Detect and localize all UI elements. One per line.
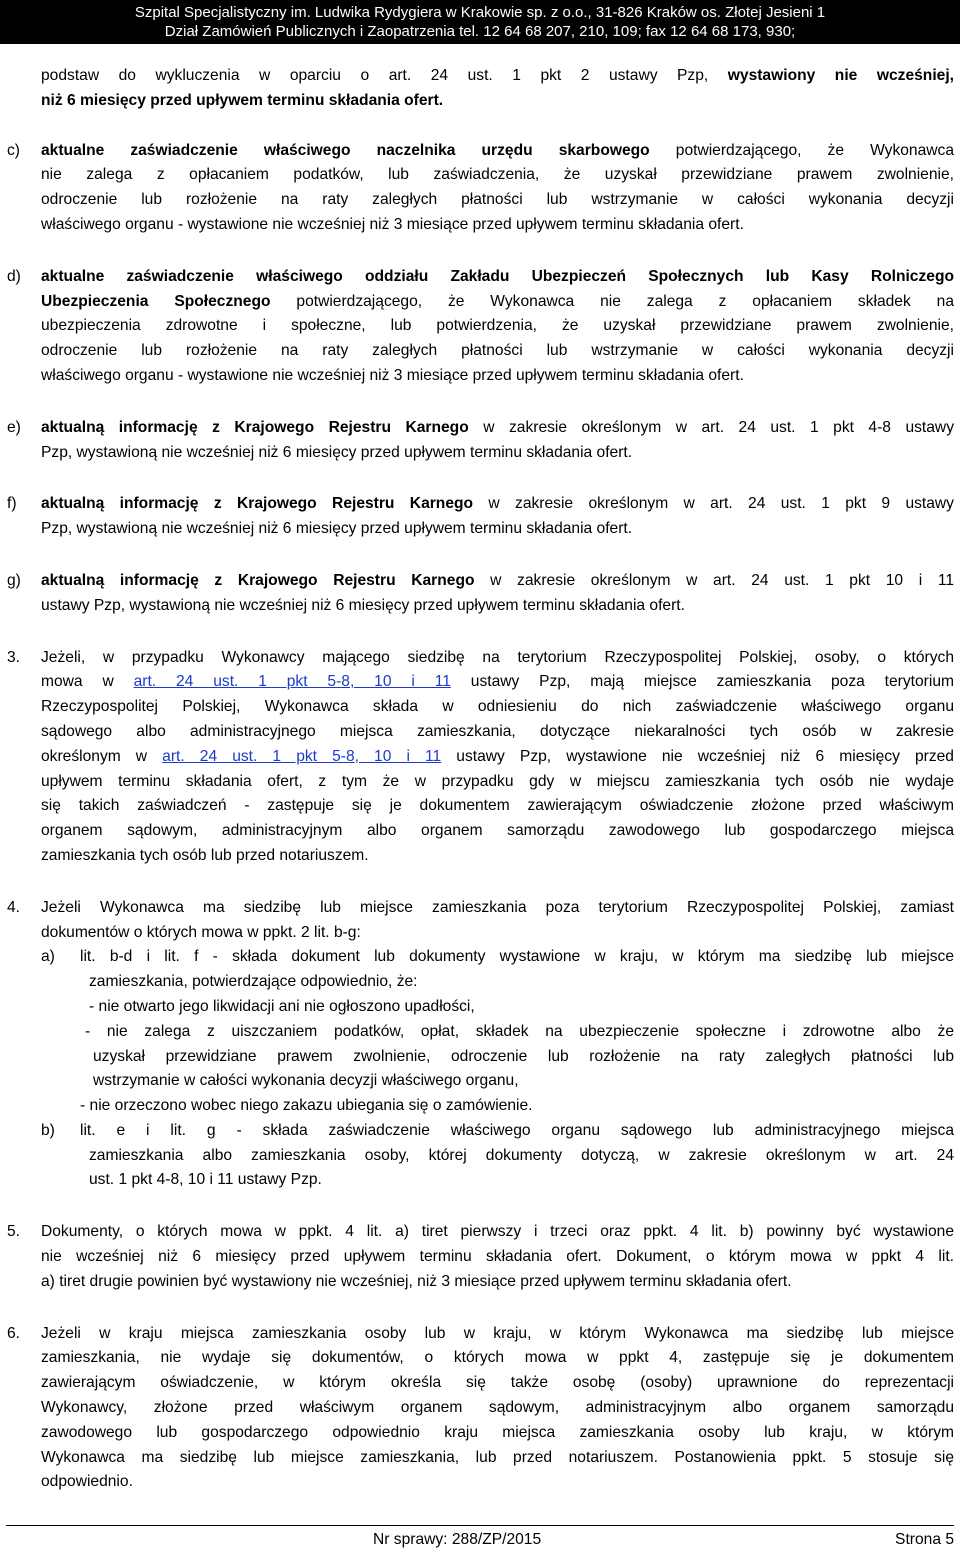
paragraph-line [41,265,954,290]
paragraph-line: zawodowego lub gospodarczego odpowiednio kraju miejsca zamieszkania osoby lub kraju, w którym [41,1423,954,1441]
paragraph-line: Wykonawca ma siedzibę lub miejsce zamieszkania, lub przed notariuszem. Postanowienia ppkt. 5 stosuje się [41,1448,954,1466]
bold-text: niż 6 miesięcy przed upływem terminu składania ofert. [41,91,444,109]
item-e [0,416,960,441]
paragraph-line [41,492,954,517]
list-marker: g) [7,571,21,589]
list-marker: f) [7,495,17,513]
text: określonym w [41,747,148,765]
bold-text: aktualną informację z Krajowego Rejestru Karnego [41,495,474,513]
item-f [0,492,960,517]
item-c [0,139,960,164]
paragraph-line: Rzeczypospolitej Polskiej, Wykonawca składa w odniesieniu do nich zaświadczenie właściwego organu [41,698,954,716]
text: podstaw do wykluczenia w oparciu o art. 24 ust. 1 pkt 2 ustawy Pzp, [41,67,709,84]
section-number: 4. [7,898,21,916]
list-marker: b) [41,1121,55,1139]
paragraph-line [41,416,954,441]
item-d [0,265,960,290]
subitem-b [0,1119,960,1144]
paragraph-line: ubezpieczenia zdrowotne i społeczne, lub potwierdzenia, że uzyskał przewidziane prawem zwolnienie, [41,317,954,335]
paragraph-line: zamieszkania albo zamieszkania osoby, której dokumenty dotyczą, w zakresie określonym w art. 24 [89,1146,954,1164]
paragraph-line: a) tiret drugie powinien być wystawiony nie wcześniej, niż 3 miesiące przed upływem terminu składania ofert. [41,1272,792,1290]
paragraph-line [41,64,954,89]
paragraph-line: właściwego organu - wystawione nie wcześniej niż 3 miesiące przed upływem terminu składania ofert. [41,215,744,233]
paragraph-line: Pzp, wystawioną nie wcześniej niż 6 miesięcy przed upływem terminu składania ofert. [41,443,633,461]
legal-reference-link[interactable]: art. 24 ust. 1 pkt 5-8, 10 i 11 [162,747,442,765]
paragraph-line [41,745,954,770]
paragraph-line: zamieszkania, potwierdzające odpowiednio, że: [89,973,418,991]
list-marker: e) [7,418,21,436]
paragraph-line: dokumentów o których mowa w ppkt. 2 lit. b-g: [41,923,361,941]
page-number: Strona 5 [895,1531,954,1548]
bold-text: aktualną informację z Krajowego Rejestru Karnego [41,418,469,436]
footer-divider [6,1525,954,1526]
paragraph-line: uzyskał przewidziane prawem zwolnienie, odroczenie lub rozłożenie na raty zaległych płatności lub [93,1047,954,1065]
paragraph-line [41,290,954,315]
paragraph-line: zawierającym oświadczenie, w którym określa się także osobę (osoby) uprawnione do reprezentacji [41,1374,954,1392]
paragraph-line: wstrzymanie w całości wykonania decyzji właściwego organu, [93,1072,519,1090]
paragraph-line [41,89,954,114]
legal-reference-link[interactable]: art. 24 ust. 1 pkt 5-8, 10 i 11 [133,673,451,691]
paragraph-line: - nie zalega z uiszczaniem podatków, opłat, składek na ubezpieczenie społeczne i zdrowotne albo że [85,1022,954,1040]
text: w zakresie określonym w art. 24 ust. 1 pkt 10 i 11 [490,571,955,589]
paragraph-line: organem sądowym, administracyjnym albo organem samorządu zawodowego lub gospodarczego miejsca [41,822,954,840]
paragraph-line: Wykonawcy, złożone przed właściwym organem sądowym, administracyjnym albo organem samorządu [41,1399,954,1417]
paragraph-line: - nie orzeczono wobec niego zakazu ubiegania się o zamówienie. [80,1097,533,1115]
bold-text: aktualne zaświadczenie właściwego oddziału Zakładu Ubezpieczeń Społecznych lub Kasy Rolniczego [41,267,954,285]
paragraph-line: lit. e i lit. g - składa zaświadczenie właściwego organu sądowego lub administracyjnego miejsca [80,1121,954,1139]
list-marker: c) [7,141,20,159]
section-5 [0,1220,960,1245]
paragraph-line: ustawy Pzp, wystawioną nie wcześniej niż 6 miesięcy przed upływem terminu składania ofert. [41,596,685,614]
bold-text: aktualne zaświadczenie właściwego naczelnika urzędu skarbowego [41,141,650,159]
text: w zakresie określonym w art. 24 ust. 1 pkt 9 ustawy [488,495,954,513]
section-number: 5. [7,1223,21,1241]
paragraph-line: odpowiednio. [41,1473,133,1491]
paragraph-line: Dokumenty, o których mowa w ppkt. 4 lit. a) tiret pierwszy i trzeci oraz ppkt. 4 lit. b) powinny być wystawione [41,1223,954,1241]
paragraph-line: się takich zaświadczeń - zastępuje się je dokumentem zawierającym oświadczenie złożone przed właściwym [41,797,954,815]
paragraph-line: lit. b-d i lit. f - składa dokument lub dokumenty wystawione w kraju, w którym ma siedzibę lub miejsce [80,948,954,966]
item-g [0,569,960,594]
section-4 [0,896,960,921]
item-b-tail [0,64,960,89]
paragraph-line: sądowego albo administracyjnego miejsca zamieszkania, dotyczące niekaralności tych osób w zakresie [41,722,954,740]
section-number: 3. [7,648,21,666]
bold-text: wystawiony nie wcześniej, [727,67,954,84]
section-6 [0,1322,960,1347]
paragraph-line: odroczenie lub rozłożenie na raty zaległych płatności lub wstrzymanie w całości wykonania decyzji [41,342,954,360]
text: w zakresie określonym w art. 24 ust. 1 pkt 4-8 ustawy [483,418,954,436]
list-marker: a) [41,948,55,966]
paragraph-line: nie wcześniej niż 6 miesięcy przed upływem terminu składania ofert. Dokument, o którym mowa w ppkt 4 lit. [41,1248,954,1266]
text: potwierdzającego, że Wykonawca nie zalega z opłacaniem składek na [296,292,954,310]
text: mowa w [41,673,114,691]
bold-text: aktualną informację z Krajowego Rejestru Karnego [41,571,475,589]
paragraph-line: Jeżeli w kraju miejsca zamieszkania osoby lub w kraju, w którym Wykonawca ma siedzibę lub miejsce [41,1324,954,1342]
paragraph-line: Jeżeli Wykonawca ma siedzibę lub miejsce zamieszkania poza terytorium Rzeczypospolitej Polskiej, zamiast [41,898,954,916]
paragraph-line: Jeżeli, w przypadku Wykonawcy mającego siedzibę na terytorium Rzeczypospolitej Polskiej, osoby, o których [41,648,954,666]
paragraph-line: upływem terminu składania ofert, z tym że w przypadku gdy w miejscu zamieszkania tych osób nie wydaje [41,772,954,790]
section-3 [0,646,960,671]
subitem-a [0,945,960,970]
paragraph-line: Pzp, wystawioną nie wcześniej niż 6 miesięcy przed upływem terminu składania ofert. [41,520,633,538]
bold-text: Ubezpieczenia Społecznego [41,292,271,310]
paragraph-line: zamieszkania tych osób lub przed notariuszem. [41,846,369,864]
paragraph-line: nie zalega z opłacaniem podatków, lub zaświadczenia, że uzyskał przewidziane prawem zwolnienie, [41,166,954,184]
paragraph-line [41,569,954,594]
document-header [0,0,960,44]
section-number: 6. [7,1324,21,1342]
case-number: Nr sprawy: 288/ZP/2015 [373,1531,542,1548]
paragraph-line [41,670,954,695]
paragraph-line: odroczenie lub rozłożenie na raty zaległych płatności lub wstrzymanie w całości wykonania decyzji [41,191,954,209]
text: ustawy Pzp, mają miejsce zamieszkania poza terytorium [470,673,954,691]
paragraph-line [41,139,954,164]
paragraph-line: - nie otwarto jego likwidacji ani nie ogłoszono upadłości, [89,997,475,1015]
document-body [0,64,960,1495]
header-line-2: Dział Zamówień Publicznych i Zaopatrzenia tel. 12 64 68 207, 210, 109; fax 12 64 68 173, 930; [164,23,796,40]
header-line-1: Szpital Specjalistyczny im. Ludwika Rydygiera w Krakowie sp. z o.o., 31-826 Kraków os. Złotej Jesieni 1 [134,4,826,21]
text: ustawy Pzp, wystawione nie wcześniej niż 6 miesięcy przed [456,747,954,765]
paragraph-line: zamieszkania, nie wydaje się dokumentów, o których mowa w ppkt 4, zastępuje się je dokumentem [41,1349,954,1367]
paragraph-line: ust. 1 pkt 4-8, 10 i 11 ustawy Pzp. [89,1171,322,1189]
list-marker: d) [7,267,21,285]
paragraph-line: właściwego organu - wystawione nie wcześniej niż 3 miesiące przed upływem terminu składania ofert. [41,366,744,384]
text: potwierdzającego, że Wykonawca [675,141,954,159]
